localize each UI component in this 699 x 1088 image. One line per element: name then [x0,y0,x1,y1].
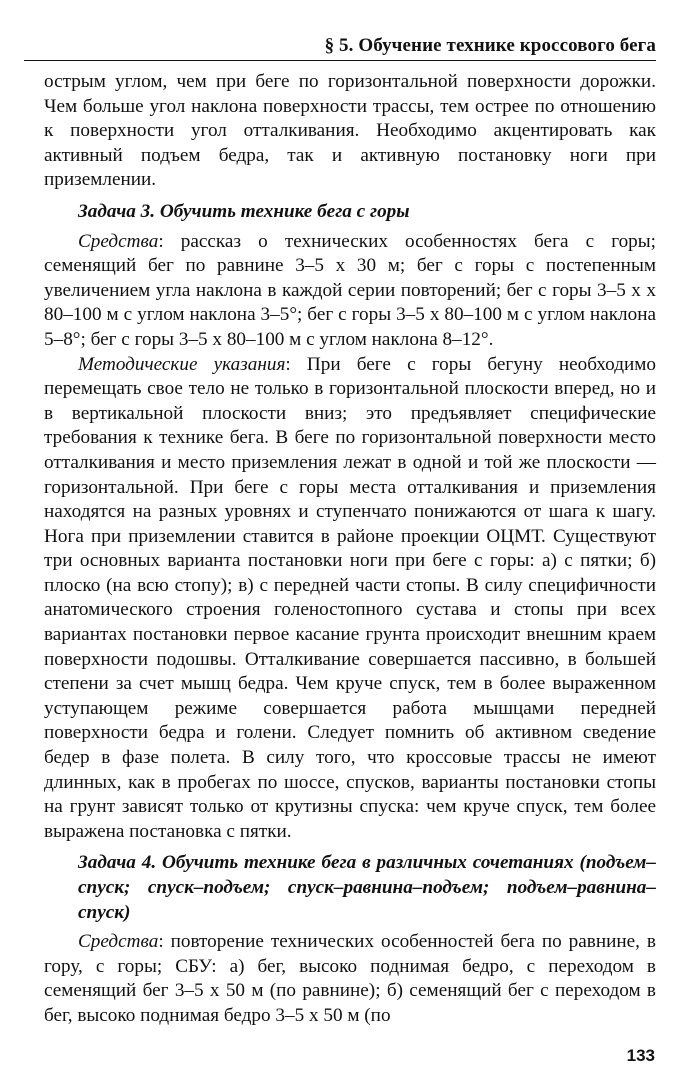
page-number: 133 [626,1046,655,1065]
task-4-heading: Задача 4. Обучить технике бега в различных сочетаниях (подъем–спуск; спуск–подъем; спуск–равнина–подъем; подъем–равнина–спуск) [78,852,656,923]
method-label: Методические указания [78,353,286,375]
task-3-means-paragraph [44,230,656,353]
means-text: : рассказ о технических особенностях бега с горы; семенящий бег по равнине 3–5 х 30 м; бег с горы с постепенным увеличением угла наклона в каждой серии повторений; бег с горы 3–5 х х 80–100 м с углом наклона 3–5°; бег с горы 3–5 х 80–100 м с углом наклона 5–8°; бег с горы 3–5 х 80–100 м с углом наклона 8–12°. [44,230,656,350]
running-header: § 5. Обучение технике кроссового бега [24,34,656,61]
task-4-means-paragraph [44,930,656,1028]
task-3-heading: Задача 3. Обучить технике бега с горы [78,200,410,222]
means-label: Средства [78,931,159,953]
page-content [44,70,656,1029]
method-text: : При беге с горы бегуну необходимо перемещать свое тело не только в горизонтальной плоскости вперед, но и в вертикальной плоскости вниз; это предъявляет специфические требования к технике бега. В беге по горизонтальной поверхности место отталкивания и место приземления лежат в одной и той же плоскости — горизонтальной. При беге с горы места отталкивания и приземления находятся на разных уровнях и ступенчато понижаются от шага к шагу. Нога при приземлении ставится в районе проекции ОЦМТ. Существуют три основных варианта постановки ноги при беге с горы: а) с пятки; б) плоско (на всю стопу); в) с передней части стопы. В силу специфичности анатомического строения голеностопного сустава и стопы при всех вариантах постановки первое касание грунта происходит внешним краем поверхности подошвы. Отталкивание совершается пассивно, в большей степени за счет мышц бедра. Чем круче спуск, тем в более выраженном уступающем режиме совершается работа мышцами передней поверхности бедра и голени. Следует помнить об активном сведение бедер в фазе полета. В силу того, что кроссовые трассы не имеют длинных, как в пробегах по шоссе, спусков, варианты постановки стопы на грунт зависят только от крутизны спуска: чем круче спуск, тем более выражена постановка с пятки. [44,353,656,842]
means-text: : повторение технических особенностей бега по равнине, в гору, с горы; СБУ: а) бег, высоко поднимая бедро, с переходом в семенящий бег 3–5 х 50 м (по равнине); б) семенящий бег с переходом в бег, высоко поднимая бедро 3–5 х 50 м (по [44,931,656,1026]
means-label: Средства [78,230,159,252]
task-3-method-paragraph [44,353,656,845]
paragraph-continuation: острым углом, чем при беге по горизонтальной поверхности дорожки. Чем больше угол наклона поверхности трассы, тем острее по отношению к поверхности угол отталкивания. Необходимо акцентировать как активный подъем бедра, так и активную постановку ноги при приземлении. [44,71,656,191]
